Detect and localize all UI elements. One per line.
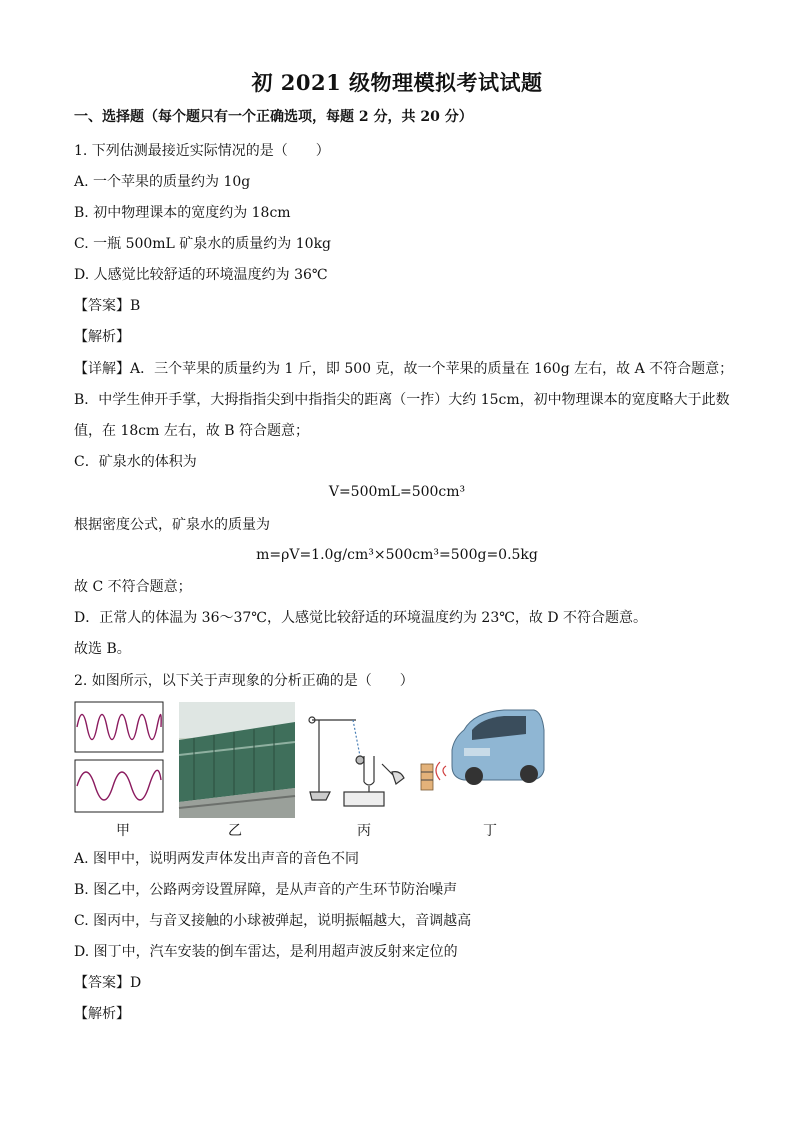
q1-option-c: C. 一瓶 500mL 矿泉水的质量约为 10kg xyxy=(74,236,332,252)
caption-bing: 丙 xyxy=(357,823,371,839)
q2-option-d: D. 图丁中，汽车安装的倒车雷达，是利用超声波反射来定位的 xyxy=(74,944,458,960)
q2-analysis-label: 【解析】 xyxy=(74,1006,130,1022)
q2-stem: 2. 如图所示，以下关于声现象的分析正确的是（ ） xyxy=(74,673,414,689)
q1-detail-line: B．中学生伸开手掌，大拇指指尖到中指指尖的距离（一拃）大约 15cm，初中物理课本的宽度略大于此数 xyxy=(74,392,730,408)
figure-ding-car-radar xyxy=(421,710,544,790)
q1-detail-line: 值，在 18cm 左右，故 B 符合题意； xyxy=(74,423,310,439)
figure-yi-barrier xyxy=(179,702,295,818)
q1-detail-line: 【详解】A．三个苹果的质量约为 1 斤，即 500 克，故一个苹果的质量在 160g 左右，故 A 不符合题意； xyxy=(74,361,734,377)
figure-jia-waveform xyxy=(75,702,163,812)
page-title: 初 2021 级物理模拟考试试题 xyxy=(251,70,543,95)
q2-answer: 【答案】D xyxy=(74,975,142,991)
q1-d-text: D．正常人的体温为 36～37℃，人感觉比较舒适的环境温度约为 23℃，故 D 不符合题意。 xyxy=(74,610,648,626)
q1-formula-volume: V=500mL=500cm³ xyxy=(328,484,466,500)
q2-figures xyxy=(74,700,554,840)
q1-analysis-label: 【解析】 xyxy=(74,329,130,345)
q1-stem: 1. 下列估测最接近实际情况的是（ ） xyxy=(74,143,330,159)
q1-answer: 【答案】B xyxy=(74,298,141,314)
section-heading: 一、选择题（每个题只有一个正确选项，每题 2 分，共 20 分） xyxy=(74,109,473,125)
q2-option-a: A. 图甲中，说明两发声体发出声音的音色不同 xyxy=(74,851,360,867)
q1-density-text: 根据密度公式，矿泉水的质量为 xyxy=(74,517,270,533)
caption-jia: 甲 xyxy=(116,823,130,839)
q1-option-d: D. 人感觉比较舒适的环境温度约为 36℃ xyxy=(74,267,328,283)
caption-ding: 丁 xyxy=(483,823,497,839)
q2-option-c: C. 图丙中，与音叉接触的小球被弹起，说明振幅越大，音调越高 xyxy=(74,913,472,929)
q1-option-b: B. 初中物理课本的宽度约为 18cm xyxy=(74,205,291,221)
q1-c-conclusion: 故 C 不符合题意； xyxy=(74,579,192,595)
q1-formula-mass: m=ρV=1.0g/cm³×500cm³=500g=0.5kg xyxy=(256,547,538,563)
q1-choose: 故选 B。 xyxy=(74,641,131,657)
q2-option-b: B. 图乙中，公路两旁设置屏障，是从声音的产生环节防治噪声 xyxy=(74,882,458,898)
q1-detail-line: C．矿泉水的体积为 xyxy=(74,454,197,470)
q1-option-a: A. 一个苹果的质量约为 10g xyxy=(74,174,251,190)
figure-bing-tuning-fork xyxy=(309,717,404,806)
caption-yi: 乙 xyxy=(228,823,242,839)
